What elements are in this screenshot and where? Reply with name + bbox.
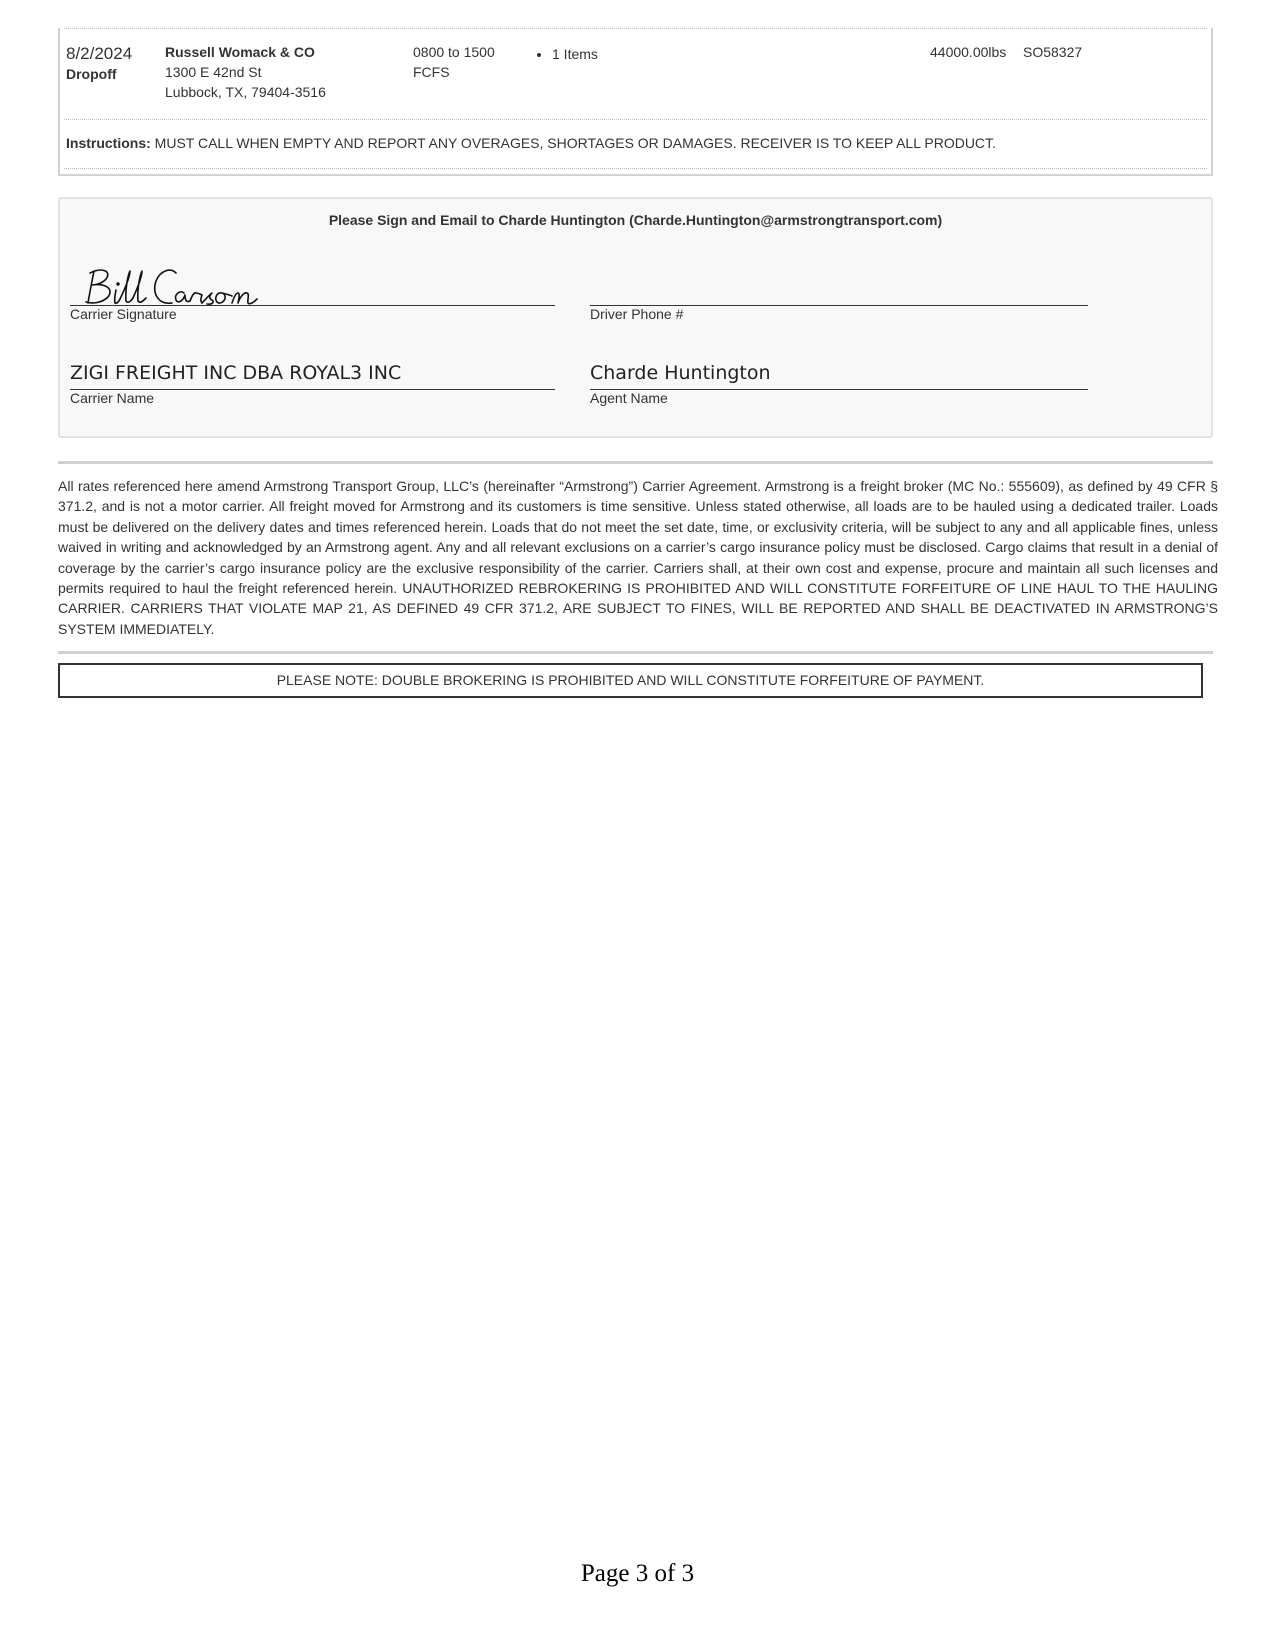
instructions-text: MUST CALL WHEN EMPTY AND REPORT ANY OVERAGES, SHORTAGES OR DAMAGES. RECEIVER IS TO KEEP ALL PRODUCT. bbox=[154, 135, 996, 151]
signature-heading: Please Sign and Email to Charde Huntington (Charde.Huntington@armstrongtransport.com) bbox=[328, 212, 943, 228]
stop-weight: 44000.00lbs bbox=[930, 44, 1007, 60]
stop-company: Russell Womack & CO bbox=[165, 44, 315, 60]
double-brokering-note: PLEASE NOTE: DOUBLE BROKERING IS PROHIBITED AND WILL CONSTITUTE FORFEITURE OF PAYMENT. bbox=[58, 663, 1203, 698]
instructions-label: Instructions: bbox=[66, 135, 151, 151]
carrier-name-caption: Carrier Name bbox=[70, 390, 155, 406]
divider bbox=[58, 461, 1213, 464]
terms-paragraph: All rates referenced here amend Armstrong Transport Group, LLC’s (hereinafter “Armstrong”) Carrier Agreement. Armstrong is a freight broker (MC No.: 555609), as defined by 49 CFR § 371.2, and is not a motor carrier. All freight moved for Armstrong and its customers is time sensitive. Unless stated otherwise, all loads are to be hauled using a dedicated trailer. Loads must be delivered on the delivery dates and times referenced herein. Loads that do not meet the set date, time, or exclusivity criteria, will be subject to any and all applicable fines, unless waived in writing and acknowledged by an Armstrong agent. Any and all relevant exclusions on a carrier’s cargo insurance policy must be disclosed. Cargo claims that result in a denial of coverage by the carrier’s cargo insurance policy are the exclusive responsibility of the carrier. Carriers shall, at their own cost and expense, procure and maintain all such licenses and permits required to haul the freight referenced herein. UNAUTHORIZED REBROKERING IS PROHIBITED AND WILL CONSTITUTE FORFEITURE OF LINE HAUL TO THE HAULING CARRIER. CARRIERS THAT VIOLATE MAP 21, AS DEFINED 49 CFR 371.2, ARE SUBJECT TO FINES, WILL BE REPORTED AND SHALL BE DEACTIVATED IN ARMSTRONG’S SYSTEM IMMEDIATELY. bbox=[58, 478, 1218, 637]
stop-date: 8/2/2024 bbox=[66, 44, 133, 63]
row-divider bbox=[64, 119, 1207, 120]
stop-type: Dropoff bbox=[66, 66, 117, 82]
row-divider bbox=[64, 28, 1207, 29]
carrier-signature-caption: Carrier Signature bbox=[70, 306, 177, 322]
stop-address-line1: 1300 E 42nd St bbox=[165, 64, 262, 80]
row-divider bbox=[64, 168, 1207, 169]
driver-phone-caption: Driver Phone # bbox=[590, 306, 684, 322]
stop-instructions bbox=[66, 135, 996, 151]
carrier-signature-image bbox=[80, 263, 280, 307]
stop-time-window: 0800 to 1500 bbox=[413, 44, 495, 60]
agent-name-caption: Agent Name bbox=[590, 390, 668, 406]
stop-appointment: FCFS bbox=[413, 64, 450, 80]
stop-schedule bbox=[413, 42, 495, 82]
page-number: Page 3 of 3 bbox=[580, 1560, 695, 1587]
stop-items-list bbox=[534, 44, 598, 64]
stop-block bbox=[58, 28, 1213, 176]
signature-box bbox=[58, 197, 1213, 438]
divider bbox=[58, 651, 1213, 654]
stop-location bbox=[165, 42, 326, 102]
carrier-name-value: ZIGI FREIGHT INC DBA ROYAL3 INC bbox=[70, 362, 402, 384]
agent-name-value: Charde Huntington bbox=[590, 362, 771, 384]
stop-reference: SO58327 bbox=[1023, 44, 1083, 60]
stop-address-line2: Lubbock, TX, 79404-3516 bbox=[165, 84, 326, 100]
list-item: • 1 Items bbox=[552, 44, 598, 64]
